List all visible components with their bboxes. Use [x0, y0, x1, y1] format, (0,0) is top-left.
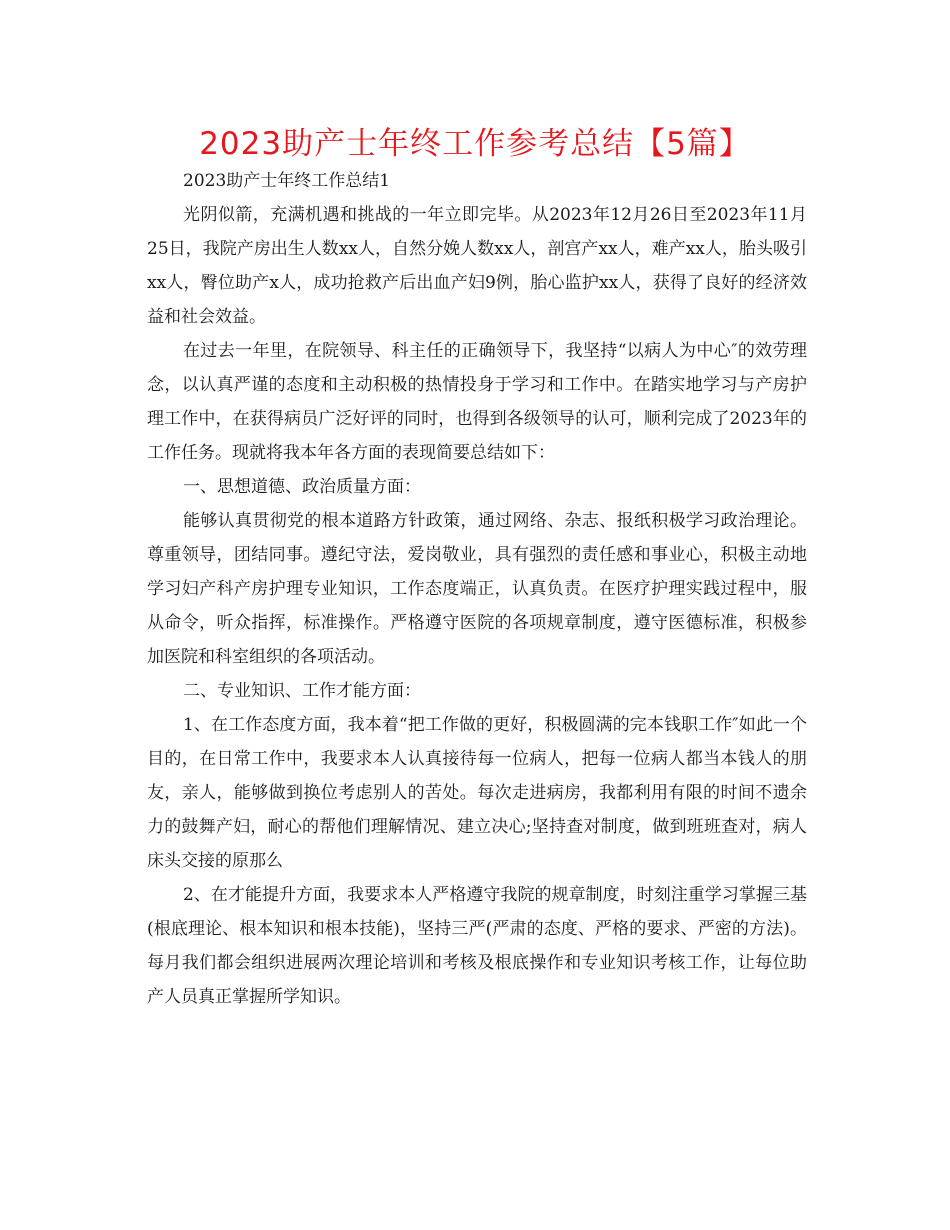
paragraph: 在过去一年里，在院领导、科主任的正确领导下，我坚持“以病人为中心″的效劳理念，以认真严谨的态度和主动积极的热情投身于学习和工作中。在踏实地学习与产房护理工作中，在获得病员广泛好评的同时，也得到各级领导的认可，顺利完成了2023年的工作任务。现就将我本年各方面的表现简要总结如下： [147, 341, 807, 463]
paragraph: 1、在工作态度方面，我本着“把工作做的更好，积极圆满的完本钱职工作″如此一个目的，在日常工作中，我要求本人认真接待每一位病人，把每一位病人都当本钱人的朋友，亲人，能够做到换位考虑别人的苦处。每次走进病房，我都利用有限的时间不遗余力的鼓舞产妇，耐心的帮他们理解情况、建立决心;坚持查对制度，做到班班查对，病人床头交接的原那么 [147, 715, 807, 871]
paragraph: 2、在才能提升方面，我要求本人严格遵守我院的规章制度，时刻注重学习掌握三基(根底理论、根本知识和根本技能)，坚持三严(严肃的态度、严格的要求、严密的方法)。每月我们都会组织进展两次理论培训和考核及根底操作和专业知识考核工作，让每位助产人员真正掌握所学知识。 [147, 885, 807, 1007]
paragraph: 能够认真贯彻党的根本道路方针政策，通过网络、杂志、报纸积极学习政治理论。尊重领导，团结同事。遵纪守法，爱岗敬业，具有强烈的责任感和事业心，积极主动地学习妇产科产房护理专业知识，工作态度端正，认真负责。在医疗护理实践过程中，服从命令，听众指挥，标准操作。严格遵守医院的各项规章制度，遵守医德标准，积极参加医院和科室组织的各项活动。 [147, 511, 807, 667]
section-subtitle: 2023助产士年终工作总结1 [183, 171, 391, 191]
section-heading: 二、专业知识、工作才能方面： [183, 681, 421, 701]
section-heading: 一、思想道德、政治质量方面： [183, 477, 421, 497]
paragraph: 光阴似箭，充满机遇和挑战的一年立即完毕。从2023年12月26日至2023年11月25日，我院产房出生人数xx人，自然分娩人数xx人，剖宫产xx人，难产xx人，胎头吸引xx人，臀位助产x人，成功抢救产后出血产妇9例，胎心监护xx人，获得了良好的经济效益和社会效益。 [147, 205, 807, 327]
document-body [147, 164, 807, 1014]
document-title: 2023助产士年终工作参考总结【5篇】 [199, 126, 751, 162]
